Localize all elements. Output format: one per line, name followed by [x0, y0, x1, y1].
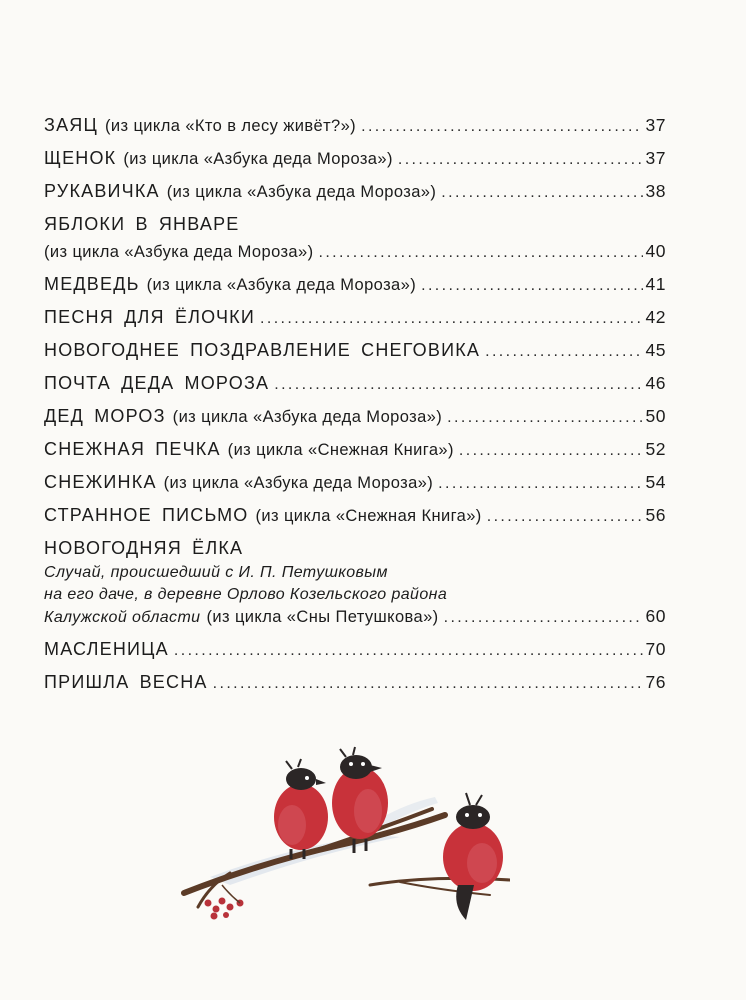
- toc-entry-zayats[interactable]: [44, 114, 666, 138]
- entry-cycle: (из цикла «Снежная Книга»): [227, 441, 454, 459]
- entry-title: МАСЛЕНИЦА: [44, 639, 169, 659]
- dot-leader: [260, 308, 643, 330]
- page-number: 56: [645, 505, 666, 525]
- entry-title: СНЕЖИНКА: [44, 472, 157, 492]
- entry-title: НОВОГОДНЯЯ ЁЛКА: [44, 538, 244, 558]
- toc-entry-pochta[interactable]: [44, 372, 666, 396]
- entry-title: РУКАВИЧКА: [44, 181, 160, 201]
- dot-leader: [398, 149, 643, 171]
- toc-entry-medved[interactable]: [44, 273, 666, 297]
- page-number: 40: [645, 241, 666, 261]
- toc-entry-rukavichka[interactable]: [44, 180, 666, 204]
- table-of-contents: [44, 114, 666, 695]
- entry-cycle: (из цикла «Азбука деда Мороза»): [146, 276, 417, 294]
- dot-leader: [361, 116, 642, 138]
- dot-leader: [485, 341, 642, 363]
- page-number: 38: [645, 181, 666, 201]
- page-number: 50: [645, 406, 666, 426]
- page-number: 41: [645, 274, 666, 294]
- dot-leader: [421, 275, 642, 297]
- toc-entry-yolka[interactable]: [44, 537, 666, 629]
- page-number: 52: [645, 439, 666, 459]
- toc-entry-pozdravlenie[interactable]: [44, 339, 666, 363]
- dot-leader: [487, 506, 643, 528]
- entry-title: ДЕД МОРОЗ: [44, 406, 166, 426]
- entry-note-line: Калужской области: [44, 609, 201, 626]
- toc-entry-maslenitsa[interactable]: [44, 638, 666, 662]
- dot-leader: [274, 374, 642, 396]
- dot-leader: [447, 407, 642, 429]
- entry-cycle: (из цикла «Азбука деда Мороза»): [163, 474, 434, 492]
- page-number: 37: [645, 115, 666, 135]
- page-number: 76: [645, 672, 666, 692]
- page-number: 42: [645, 307, 666, 327]
- page-number: 37: [645, 148, 666, 168]
- entry-title: ЩЕНОК: [44, 148, 117, 168]
- entry-note-line: на его даче, в деревне Орлово Козельского района: [44, 585, 448, 603]
- entry-cycle: (из цикла «Азбука деда Мороза»): [172, 408, 443, 426]
- entry-title: НОВОГОДНЕЕ ПОЗДРАВЛЕНИЕ СНЕГОВИКА: [44, 340, 481, 360]
- toc-entry-yabloki[interactable]: [44, 213, 666, 264]
- toc-entry-vesna[interactable]: [44, 671, 666, 695]
- dot-leader: [438, 473, 642, 495]
- entry-title: МЕДВЕДЬ: [44, 274, 140, 294]
- entry-title: ЗАЯЦ: [44, 115, 98, 135]
- page-number: 70: [645, 639, 666, 659]
- entry-title: ПРИШЛА ВЕСНА: [44, 672, 208, 692]
- entry-note-line: Случай, происшедший с И. П. Петушковым: [44, 564, 388, 581]
- entry-cycle: (из цикла «Азбука деда Мороза»): [166, 183, 437, 201]
- dot-leader: [318, 242, 642, 264]
- dot-leader: [174, 640, 643, 662]
- toc-entry-snezhinka[interactable]: [44, 471, 666, 495]
- page-number: 60: [645, 606, 666, 626]
- entry-cycle: (из цикла «Сны Петушкова»): [206, 608, 439, 626]
- bullfinches-on-branch-icon: [170, 745, 510, 935]
- entry-title: ПОЧТА ДЕДА МОРОЗА: [44, 373, 270, 393]
- entry-title: СНЕЖНАЯ ПЕЧКА: [44, 439, 221, 459]
- entry-title: ПЕСНЯ ДЛЯ ЁЛОЧКИ: [44, 307, 255, 327]
- page-number: 54: [645, 472, 666, 492]
- toc-entry-pesnya[interactable]: [44, 306, 666, 330]
- toc-entry-pechka[interactable]: [44, 438, 666, 462]
- bullfinch-right: [443, 793, 503, 920]
- entry-title: СТРАННОЕ ПИСЬМО: [44, 505, 249, 525]
- page-number: 46: [645, 373, 666, 393]
- bullfinch-left: [274, 759, 328, 859]
- entry-cycle: (из цикла «Азбука деда Мороза»): [44, 243, 314, 261]
- dot-leader: [444, 607, 643, 629]
- page-number: 45: [645, 340, 666, 360]
- entry-cycle: (из цикла «Снежная Книга»): [255, 507, 482, 525]
- toc-entry-pismo[interactable]: [44, 504, 666, 528]
- toc-entry-shchenok[interactable]: [44, 147, 666, 171]
- entry-cycle: (из цикла «Кто в лесу живёт?»): [105, 117, 357, 135]
- entry-cycle: (из цикла «Азбука деда Мороза»): [123, 150, 393, 168]
- dot-leader: [459, 440, 643, 462]
- dot-leader: [213, 673, 643, 695]
- dot-leader: [441, 182, 642, 204]
- toc-entry-ded-moroz[interactable]: [44, 405, 666, 429]
- entry-title: ЯБЛОКИ В ЯНВАРЕ: [44, 214, 240, 234]
